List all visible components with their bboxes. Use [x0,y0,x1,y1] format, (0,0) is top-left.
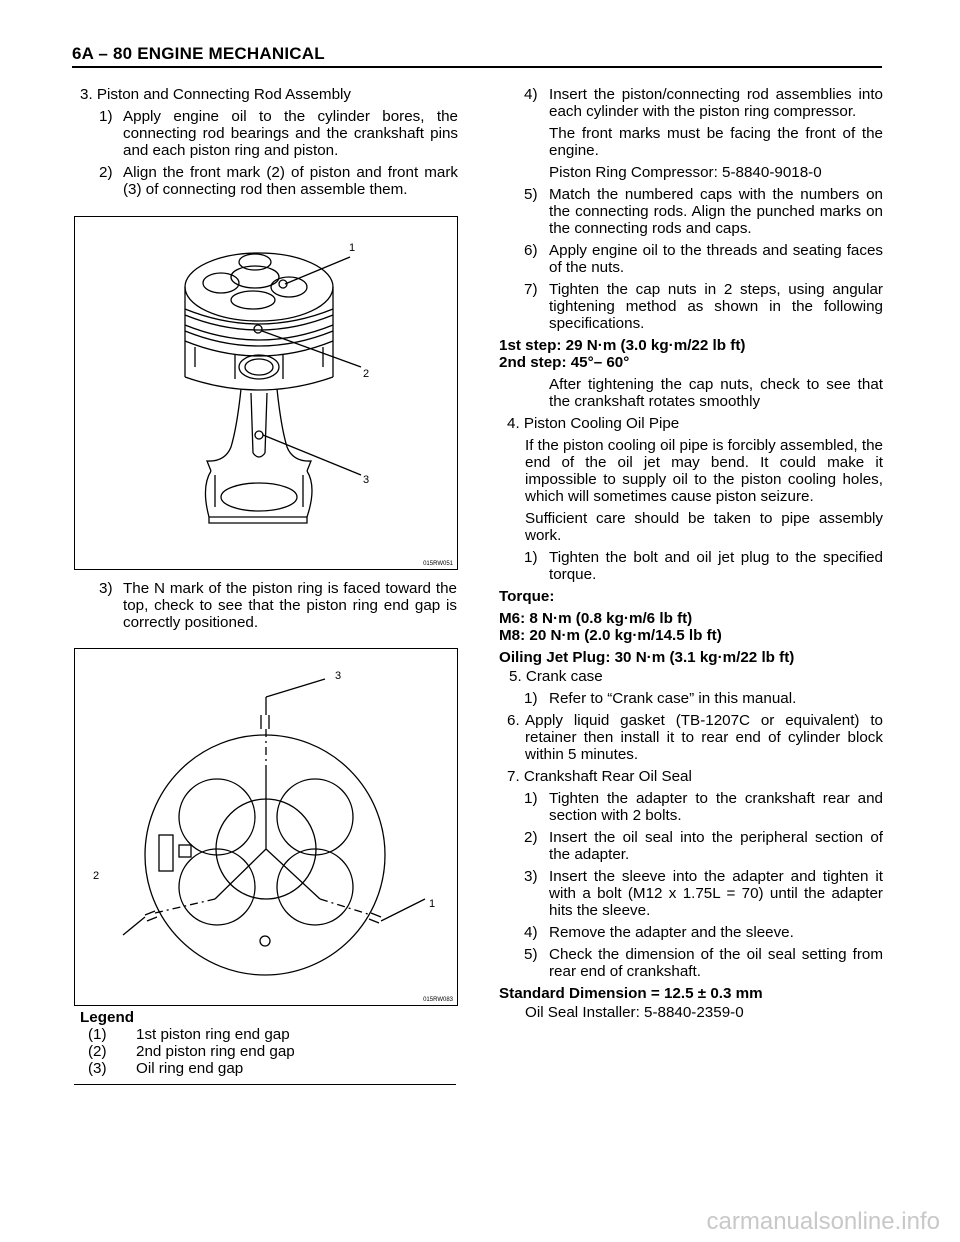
header-rule [72,66,882,68]
spec-1st-step: 1st step: 29 N·m (3.0 kg·m/22 lb ft) [499,337,746,354]
item-number: 6. [507,712,520,729]
step-number: 6) [524,242,538,259]
item7-step-3 [499,868,883,919]
step-2 [80,164,458,198]
step-number: 1) [99,108,113,125]
step-text: The N mark of the piston ring is faced toward the top, check to see that the piston ring end gap is correctly positioned. [123,580,457,631]
step-number: 3) [99,580,113,597]
torque-m8: M8: 20 N·m (2.0 kg·m/14.5 lb ft) [499,627,722,644]
legend-title: Legend [80,1009,135,1026]
figure-id: 015RW051 [423,561,453,567]
page-header: 6A – 80 ENGINE MECHANICAL [72,44,325,63]
step-number: 4) [524,924,538,941]
step-text: Tighten the cap nuts in 2 steps, using angular tightening method as shown in the following specifications. [549,281,883,332]
oiling-jet-torque: Oiling Jet Plug: 30 N·m (3.1 kg·m/22 lb ft) [499,649,795,666]
legend-rule [74,1084,456,1085]
after-tighten-note: After tightening the cap nuts, check to see that the crankshaft rotates smoothly [549,376,883,410]
standard-dimension: Standard Dimension = 12.5 ± 0.3 mm [499,985,763,1002]
left-step-3 [99,580,457,636]
callout-3: 3 [363,474,370,486]
step-number: 5) [524,186,538,203]
step-3 [99,580,457,631]
step-number: 1) [524,790,538,807]
step-text: Insert the piston/connecting rod assemblies into each cylinder with the piston ring compressor. [549,86,883,120]
right-column [499,86,883,1026]
ring-gap-drawing [75,649,457,1005]
step-4 [499,86,883,120]
item7-title: 7. Crankshaft Rear Oil Seal [507,768,692,785]
legend-number: (3) [88,1060,107,1077]
legend-number: (2) [88,1043,107,1060]
left-column-top [80,86,458,203]
oil-seal-installer: Oil Seal Installer: 5-8840-2359-0 [525,1004,744,1021]
item4-title: 4. Piston Cooling Oil Pipe [507,415,680,432]
legend-text: 1st piston ring end gap [136,1026,290,1043]
legend-item [80,1026,295,1043]
front-marks-note: The front marks must be facing the front of the engine. [549,125,883,159]
step-number: 1) [524,549,538,566]
step-number: 2) [99,164,113,181]
step-text: Match the numbered caps with the numbers on the connecting rods. Align the punched marks on the connecting rods and caps. [549,186,883,237]
legend-text: Oil ring end gap [136,1060,244,1077]
step-1 [80,108,458,159]
torque-m6: M6: 8 N·m (0.8 kg·m/6 lb ft) [499,610,693,627]
step-7 [499,281,883,332]
step-number: 1) [524,690,538,707]
step-text: Insert the sleeve into the adapter and tighten it with a bolt (M12 x 1.75L = 70) until the adapter hits the sleeve. [549,868,883,919]
watermark: carmanualsonline.info [706,1208,940,1235]
item5-title: 5. Crank case [509,668,603,685]
compressor-tool: Piston Ring Compressor: 5-8840-9018-0 [549,164,822,181]
step-text: Tighten the adapter to the crankshaft rear and section with 2 bolts. [549,790,883,824]
step-text: Check the dimension of the oil seal setting from rear end of crankshaft. [549,946,883,980]
callout-1: 1 [349,242,356,254]
step-text: Remove the adapter and the sleeve. [549,924,794,941]
figure-id: 015RW083 [423,997,453,1003]
step-text: Align the front mark (2) of piston and front mark (3) of connecting rod then assemble them. [123,164,458,198]
step-number: 5) [524,946,538,963]
step-number: 7) [524,281,538,298]
figure-ring-gaps [74,648,458,1006]
figure-piston-rod [74,216,458,570]
step-6 [499,242,883,276]
item3-title: 3. Piston and Connecting Rod Assembly [80,86,352,103]
item7-step-4 [499,924,883,941]
step-5 [499,186,883,237]
item4-paragraph-2: Sufficient care should be taken to pipe assembly work. [525,510,883,544]
step-number: 2) [524,829,538,846]
item4-paragraph-1: If the piston cooling oil pipe is forcibly assembled, the end of the oil jet may bend. It could make it impossible to supply oil to the piston cooling holes, which will sometimes cause piston seizure. [525,437,883,505]
item7-step-1 [499,790,883,824]
item7-step-2 [499,829,883,863]
callout-1: 1 [429,898,436,910]
torque-label: Torque: [499,588,555,605]
step-text: Refer to “Crank case” in this manual. [549,690,797,707]
step-number: 3) [524,868,538,885]
item6 [499,712,883,763]
legend-item [80,1043,295,1060]
legend-item [80,1060,295,1077]
legend-number: (1) [88,1026,107,1043]
legend-text: 2nd piston ring end gap [136,1043,295,1060]
spec-2nd-step: 2nd step: 45°– 60° [499,354,630,371]
piston-rod-drawing [75,217,457,569]
item7-step-5 [499,946,883,980]
step-text: Apply engine oil to the cylinder bores, the connecting rod bearings and the crankshaft pins and each piston ring and piston. [123,108,458,159]
item4-step-1 [499,549,883,583]
legend [80,1009,295,1077]
item-text: Apply liquid gasket (TB-1207C or equivalent) to retainer then install it to rear end of cylinder block within 5 minutes. [525,712,883,763]
step-text: Apply engine oil to the threads and seating faces of the nuts. [549,242,883,276]
step-text: Insert the oil seal into the peripheral section of the adapter. [549,829,883,863]
callout-2: 2 [93,870,100,882]
item5-step-1 [499,690,883,707]
callout-2: 2 [363,368,370,380]
step-text: Tighten the bolt and oil jet plug to the specified torque. [549,549,883,583]
callout-3: 3 [335,670,342,682]
step-number: 4) [524,86,538,103]
